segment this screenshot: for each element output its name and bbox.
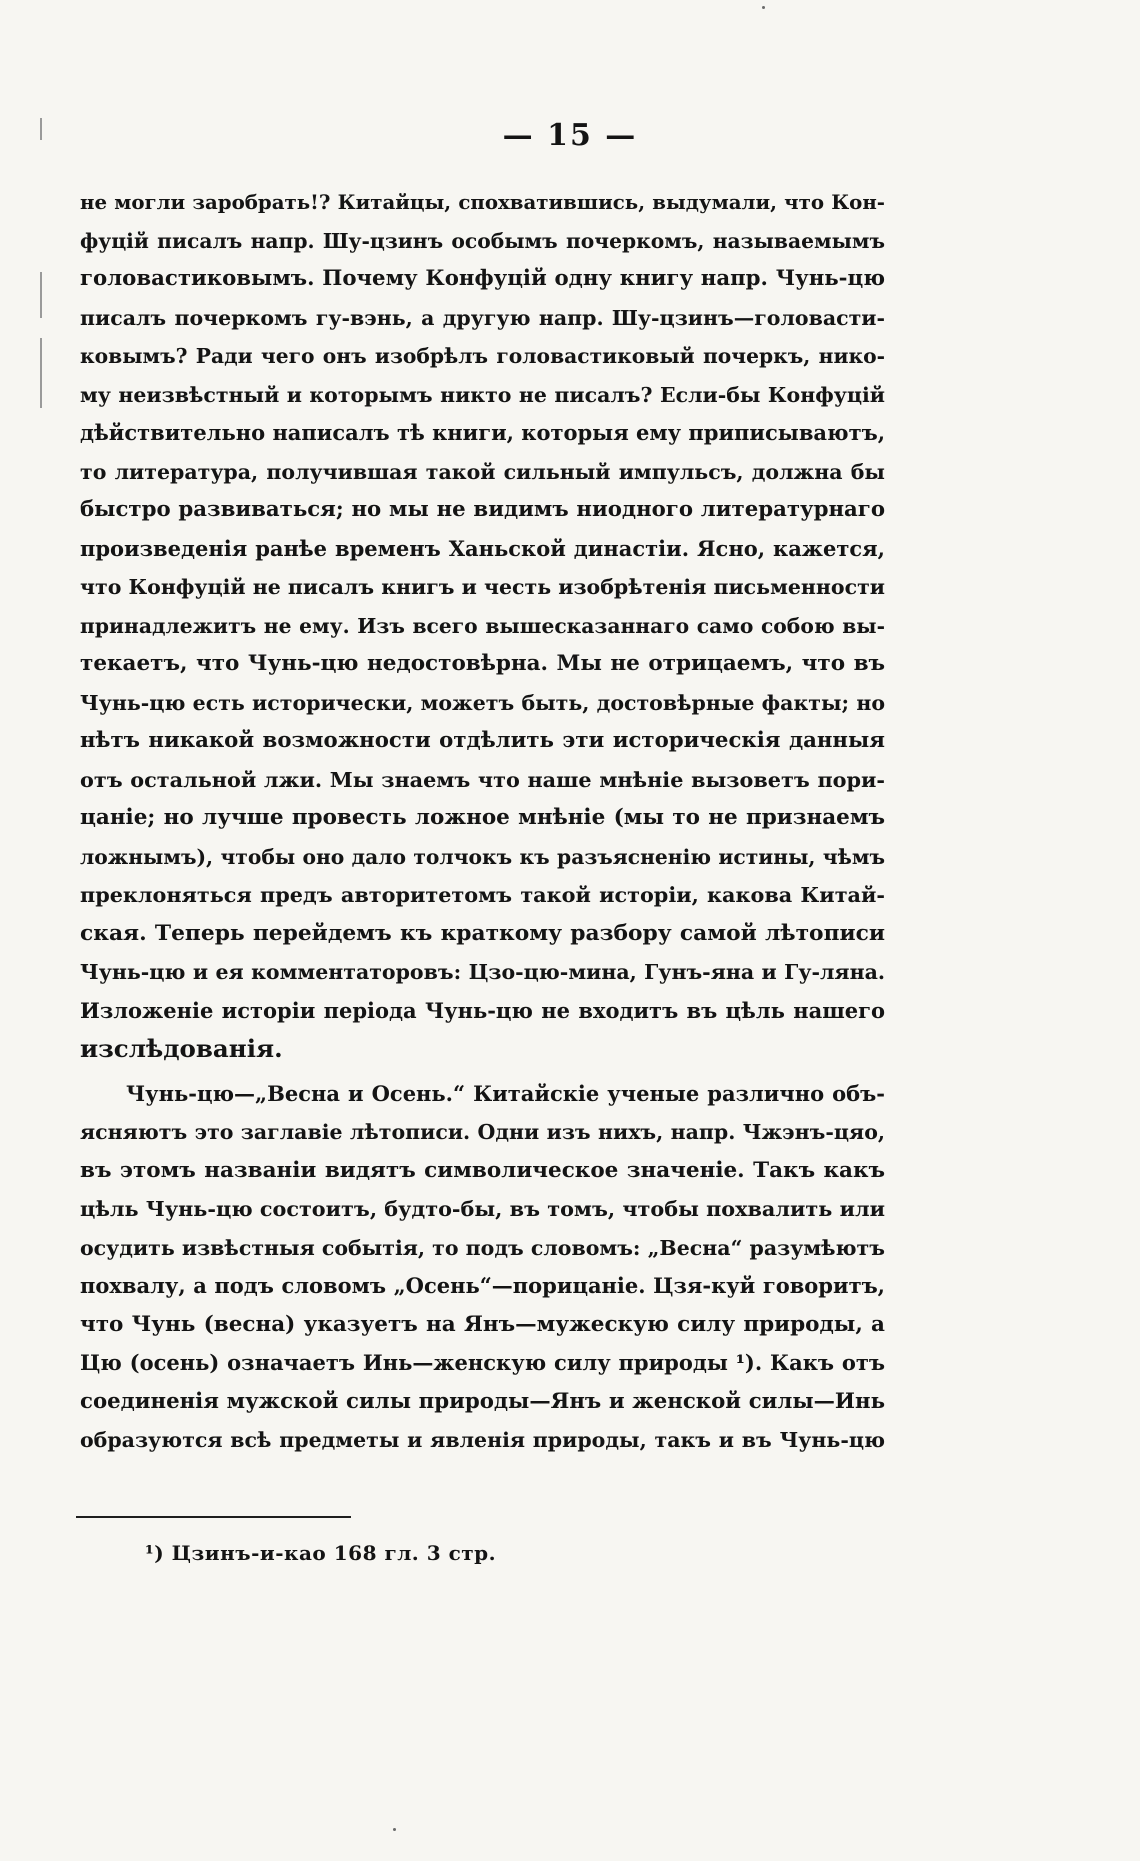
text-line: быстро развиваться; но мы не видимъ ниодного литературнаго — [80, 497, 885, 522]
text-line: что Чунь (весна) указуетъ на Янъ—мужескую силу природы, а — [80, 1311, 885, 1337]
text-line: текаетъ, что Чунь-цю недостовѣрна. Мы не отрицаемъ, что въ — [80, 651, 885, 676]
text-line: ская. Теперь перейдемъ къ краткому разбору самой лѣтописи — [80, 920, 885, 946]
text-line: фуцій писалъ напр. Шу-цзинъ особымъ почеркомъ, называемымъ — [80, 228, 885, 253]
text-line: что Конфуцій не писалъ книгъ и честь изобрѣтенія письменности — [80, 575, 885, 599]
text-line: головастиковымъ. Почему Конфуцій одну книгу напр. Чунь-цю — [80, 266, 885, 291]
text-line: Изложеніе исторіи періода Чунь-цю не входитъ въ цѣль нашего — [80, 997, 885, 1023]
text-line: Чунь-цю есть исторически, можетъ быть, достовѣрные факты; но — [80, 690, 885, 715]
text-line: Цю (осень) означаетъ Инь—женскую силу природы ¹). Какъ отъ — [80, 1350, 885, 1375]
scan-margin-mark — [40, 272, 42, 318]
text-line: похвалу, а подъ словомъ „Осень“—порицаніе. Цзя-куй говоритъ, — [80, 1273, 885, 1298]
text-line: му неизвѣстный и которымъ никто не писалъ? Если-бы Конфуцій — [80, 382, 885, 407]
scan-speck — [393, 1828, 396, 1831]
text-line: изслѣдованія. — [80, 1034, 283, 1063]
body-text — [80, 183, 885, 1460]
text-line: Чунь-цю—„Весна и Осень.“ Китайскіе ученые различно объ- — [126, 1080, 885, 1106]
footnote: ¹) Цзинъ-и-као 168 гл. 3 стр. — [145, 1541, 497, 1565]
text-line: въ этомъ названіи видятъ символическое значеніе. Такъ какъ — [80, 1157, 885, 1183]
text-line: Чунь-цю и ея комментаторовъ: Цзо-цю-мина, Гунъ-яна и Гу-ляна. — [80, 960, 885, 984]
text-line: цаніе; но лучше провесть ложное мнѣніе (мы то не признаемъ — [80, 805, 885, 830]
text-line: цѣль Чунь-цю состоитъ, будто-бы, въ томъ, чтобы похвалить или — [80, 1197, 885, 1221]
text-line: ковымъ? Ради чего онъ изобрѣлъ головастиковый почеркъ, нико- — [80, 344, 885, 368]
text-line: ложнымъ), чтобы оно дало толчокъ къ разъясненію истины, чѣмъ — [80, 844, 885, 869]
page-number: — 15 — — [502, 118, 638, 153]
text-line: преклоняться предъ авторитетомъ такой исторіи, какова Китай- — [80, 883, 885, 907]
scan-speck — [762, 6, 765, 9]
text-line: произведенія ранѣе временъ Ханьской династіи. Ясно, кажется, — [80, 535, 885, 561]
footnote-divider — [76, 1516, 351, 1518]
text-line: соединенія мужской силы природы—Янъ и женской силы—Инь — [80, 1388, 885, 1414]
text-line: образуются всѣ предметы и явленія природы, такъ и въ Чунь-цю — [80, 1428, 885, 1452]
text-line: ясняютъ это заглавіе лѣтописи. Одни изъ нихъ, напр. Чжэнъ-цяо, — [80, 1120, 885, 1144]
text-line: нѣтъ никакой возможности отдѣлить эти историческія данныя — [80, 728, 885, 753]
text-line: отъ остальной лжи. Мы знаемъ что наше мнѣніе вызоветъ пори- — [80, 767, 885, 792]
text-line: писалъ почеркомъ гу-вэнь, а другую напр. Шу-цзинъ—головасти- — [80, 305, 885, 330]
scan-margin-mark — [40, 338, 42, 408]
text-line: дѣйствительно написалъ тѣ книги, которыя ему приписываютъ, — [80, 420, 885, 445]
text-line: принадлежитъ не ему. Изъ всего вышесказаннаго само собою вы- — [80, 613, 885, 638]
text-line: не могли заробрать!? Китайцы, спохватившись, выдумали, что Кон- — [80, 190, 885, 214]
text-line: то литература, получившая такой сильный импульсъ, должна бы — [80, 459, 885, 484]
text-line: осудить извѣстныя событія, то подъ словомъ: „Весна“ разумѣютъ — [80, 1235, 885, 1260]
